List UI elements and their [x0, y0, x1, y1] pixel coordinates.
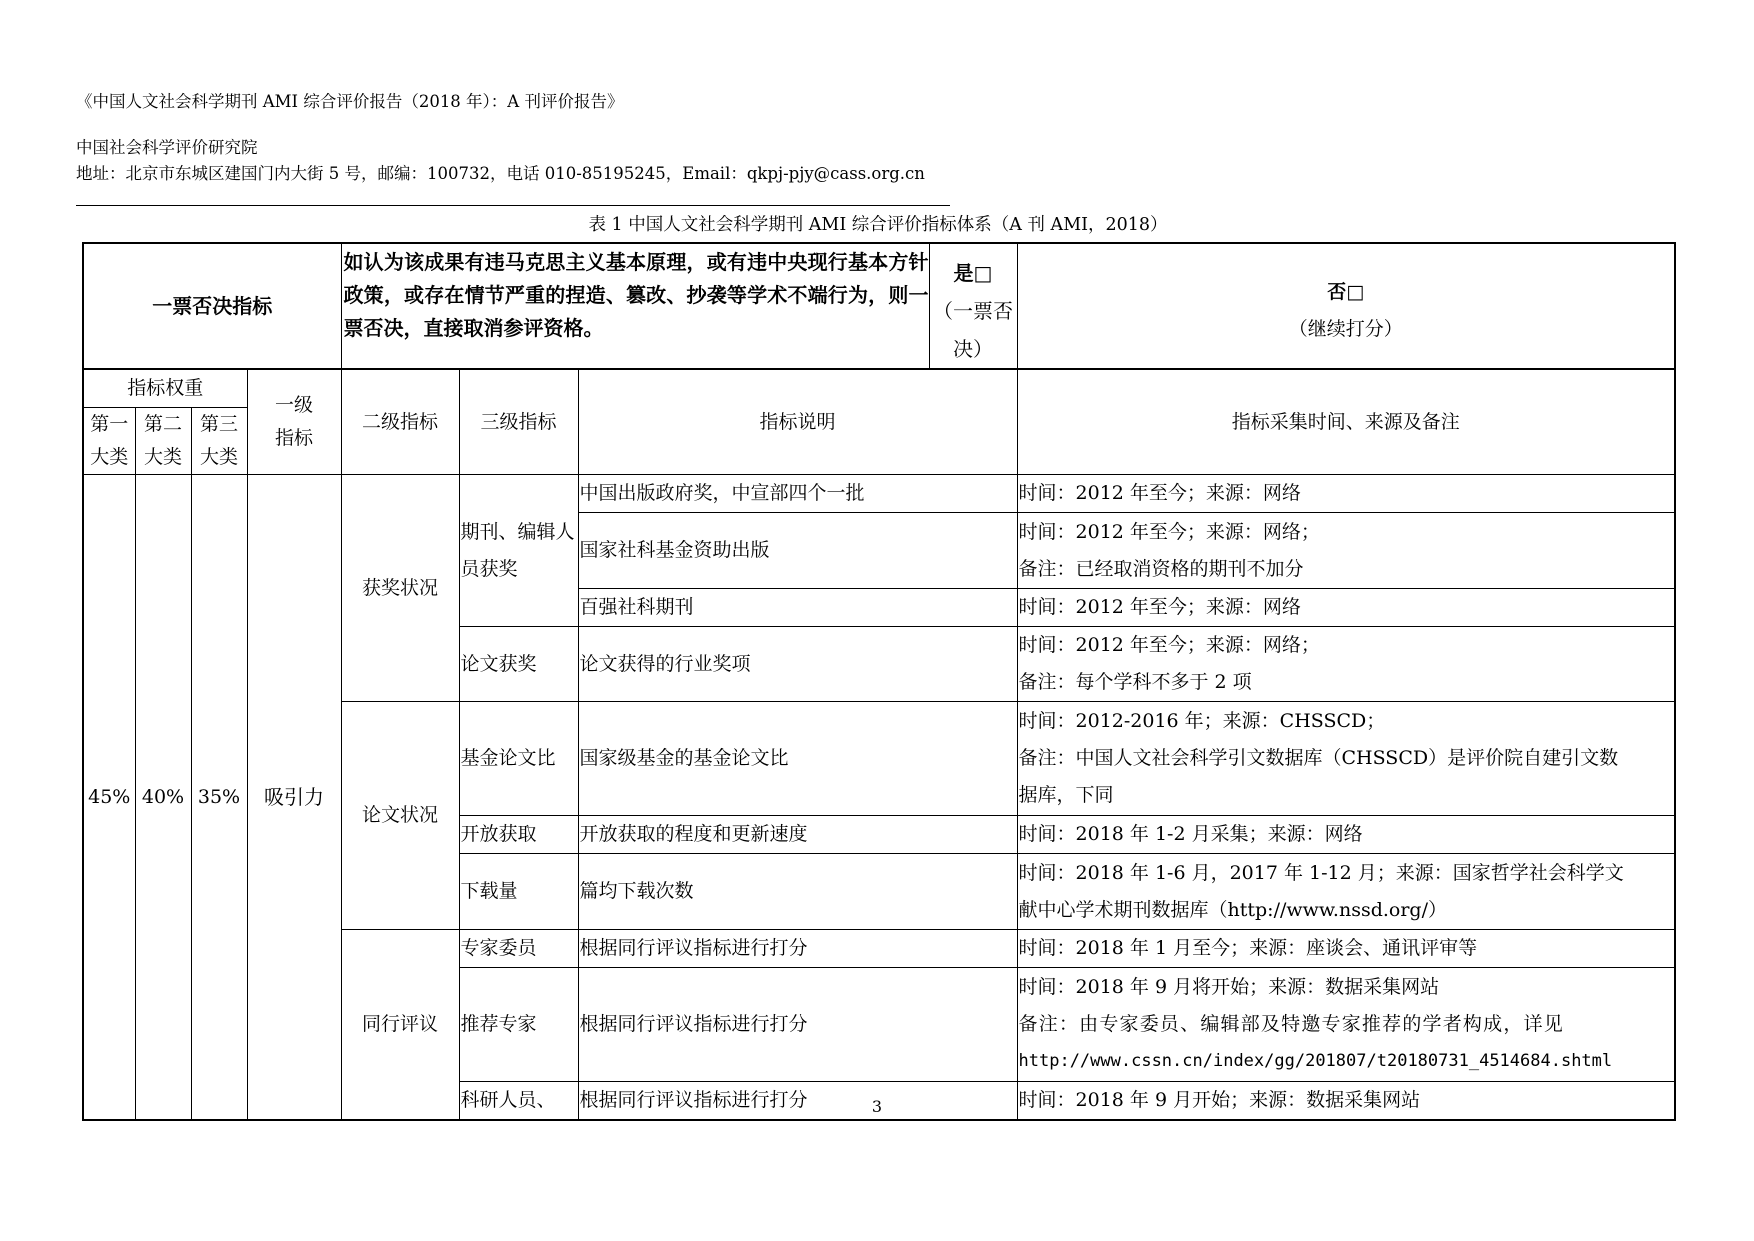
table-row	[83, 475, 1675, 513]
level1-value: 吸引力	[247, 475, 341, 1121]
weight-cat1: 45%	[83, 475, 135, 1121]
level3-cell: 下载量	[459, 854, 578, 930]
level2-peer-review: 同行评议	[341, 930, 459, 1121]
cat2-header: 第二大类	[135, 408, 191, 475]
veto-label: 一票否决指标	[83, 243, 341, 369]
notes-cell	[1017, 930, 1675, 968]
notes-line: 备注：中国人文社会科学引文数据库（CHSSCD）是评价院自建引文数	[1018, 747, 1619, 769]
description-cell: 论文获得的行业奖项	[578, 627, 1017, 702]
level3-cell: 期刊、编辑人员获奖	[459, 475, 578, 627]
description-cell: 开放获取的程度和更新速度	[578, 816, 1017, 854]
notes-line: 时间：2018 年 1-6 月，2017 年 1-12 月；来源：国家哲学社会科学文	[1018, 861, 1624, 884]
institute-address: 地址：北京市东城区建国门内大街 5 号，邮编：100732，电话 010-85195245，Email：qkpj-pjy@cass.org.cn	[76, 164, 925, 183]
level2-header: 二级指标	[341, 369, 459, 475]
level2-papers: 论文状况	[341, 702, 459, 930]
notes-line: 时间：2012 年至今；来源：网络	[1018, 596, 1301, 618]
description-cell: 中国出版政府奖，中宣部四个一批	[578, 475, 1017, 513]
notes-line: 时间：2018 年 9 月开始；来源：数据采集网站	[1018, 1089, 1421, 1111]
description-cell: 根据同行评议指标进行打分	[578, 968, 1017, 1082]
weight-cat2: 40%	[135, 475, 191, 1121]
notes-line: 时间：2012-2016 年；来源：CHSSCD；	[1018, 710, 1386, 732]
level3-cell: 专家委员	[459, 930, 578, 968]
notes-cell	[1017, 589, 1675, 627]
description-cell: 国家级基金的基金论文比	[578, 702, 1017, 816]
notes-cell	[1017, 854, 1675, 930]
notes-line: 时间：2018 年 1 月至今；来源：座谈会、通讯评审等	[1018, 937, 1478, 959]
weight-header: 指标权重	[83, 369, 247, 408]
notes-cell	[1017, 816, 1675, 854]
cat1-header: 第一大类	[83, 408, 135, 475]
header-rule	[76, 205, 950, 206]
notes-line: 时间：2018 年 9 月将开始；来源：数据采集网站	[1018, 976, 1440, 998]
notes-header: 指标采集时间、来源及备注	[1017, 369, 1675, 475]
notes-cell	[1017, 702, 1675, 816]
level3-header: 三级指标	[459, 369, 578, 475]
notes-cell	[1017, 513, 1675, 589]
description-cell: 篇均下载次数	[578, 854, 1017, 930]
level3-cell: 开放获取	[459, 816, 578, 854]
table-caption: 表 1 中国人文社会科学期刊 AMI 综合评价指标体系（A 刊 AMI，2018）	[588, 215, 1168, 235]
notes-cell	[1017, 475, 1675, 513]
notes-line: 时间：2012 年至今；来源：网络；	[1018, 634, 1320, 656]
veto-no-note: （继续打分）	[1288, 318, 1403, 340]
veto-row	[83, 243, 1675, 369]
weight-cat3: 35%	[191, 475, 247, 1121]
notes-line: 备注：已经取消资格的期刊不加分	[1018, 557, 1304, 580]
veto-no[interactable]	[1017, 243, 1675, 369]
notes-line: 时间：2018 年 1-2 月采集；来源：网络	[1018, 823, 1363, 845]
veto-yes-note: （一票否决）	[933, 299, 1013, 361]
report-title: 《中国人文社会科学期刊 AMI 综合评价报告（2018 年）：A 刊评价报告》	[76, 92, 624, 111]
notes-line: 时间：2012 年至今；来源：网络	[1018, 482, 1301, 504]
veto-text: 如认为该成果有违马克思主义基本原理，或有违中央现行基本方针政策，或存在情节严重的捏造、篡改、抄袭等学术不端行为，则一票否决，直接取消参评资格。	[342, 244, 930, 368]
notes-cell	[1017, 627, 1675, 702]
page-number: 3	[871, 1097, 883, 1116]
notes-line: 备注：每个学科不多于 2 项	[1018, 671, 1252, 693]
description-cell: 国家社科基金资助出版	[578, 513, 1017, 589]
veto-cell	[341, 243, 1017, 369]
header-row-1	[83, 369, 1675, 408]
cat3-header: 第三大类	[191, 408, 247, 475]
notes-line: 献中心学术期刊数据库（http://www.nssd.org/）	[1018, 898, 1447, 921]
level3-cell: 推荐专家	[459, 968, 578, 1082]
notes-line: 据库，下同	[1018, 784, 1114, 806]
veto-yes[interactable]	[930, 244, 1017, 368]
level3-cell: 科研人员、	[459, 1082, 578, 1121]
level1-header: 一级指标	[247, 369, 341, 475]
veto-yes-title: 是□	[953, 261, 993, 285]
institute-name: 中国社会科学评价研究院	[76, 138, 258, 157]
level2-award: 获奖状况	[341, 475, 459, 702]
notes-cell	[1017, 968, 1675, 1082]
notes-line: 时间：2012 年至今；来源：网络；	[1018, 520, 1320, 543]
notes-line: 备注：由专家委员、编辑部及特邀专家推荐的学者构成，详见	[1018, 1013, 1564, 1035]
veto-no-title: 否□	[1327, 281, 1365, 303]
notes-link[interactable]: http://www.cssn.cn/index/gg/201807/t20180731_4514684.shtml	[1018, 1051, 1613, 1071]
indicator-table	[82, 242, 1676, 1121]
description-cell: 根据同行评议指标进行打分	[578, 1082, 1017, 1121]
description-cell: 根据同行评议指标进行打分	[578, 930, 1017, 968]
description-header: 指标说明	[578, 369, 1017, 475]
description-cell: 百强社科期刊	[578, 589, 1017, 627]
level3-cell: 论文获奖	[459, 627, 578, 702]
level3-cell: 基金论文比	[459, 702, 578, 816]
